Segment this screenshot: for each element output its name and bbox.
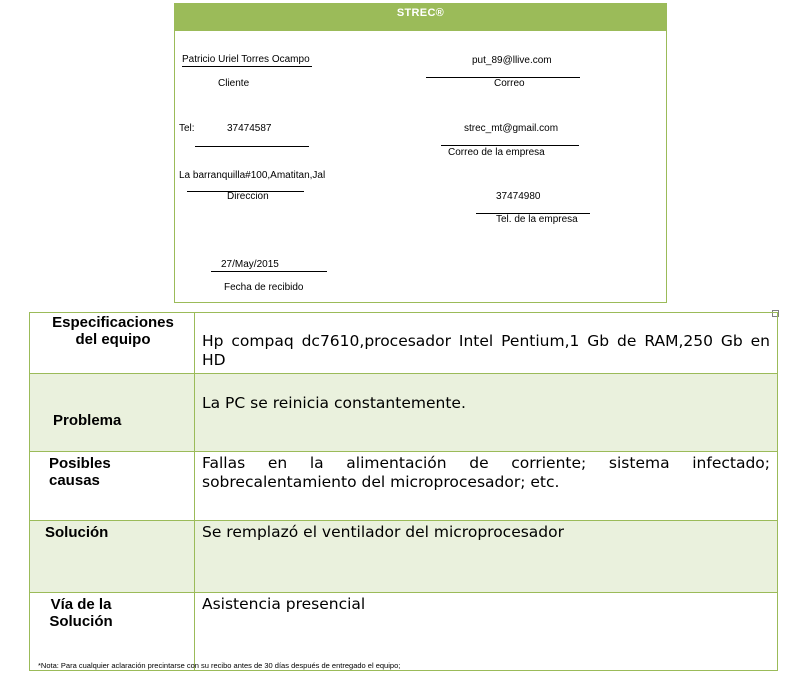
company-title: STREC® [175,4,666,31]
client-tel: 37474587 [227,123,272,134]
company-tel-label: Tel. de la empresa [496,214,578,225]
row-label-causes: Posibles causas [30,452,195,521]
email-label: Correo [494,78,525,89]
row-label-method: Vía de la Solución [30,593,195,671]
client-name: Patricio Uriel Torres Ocampo [182,54,310,65]
company-tel: 37474980 [496,191,541,202]
row-value-solution: Se remplazó el ventilador del microprocesador [195,521,778,593]
row-label-problem: Problema [30,374,195,452]
receipt-header-card [174,3,667,303]
row-value-specs: Hp compaq dc7610,procesador Intel Pentium,1 Gb de RAM,250 Gb en HD [195,313,778,374]
tel-label: Tel: [179,123,195,134]
table-row [30,593,778,671]
row-value-problem: La PC se reinicia constantemente. [195,374,778,452]
table-row [30,374,778,452]
footer-note: *Nota: Para cualquier aclaración precintarse con su recibo antes de 30 días después de entregado el equipo; [38,661,401,670]
client-email: put_89@llive.com [472,55,552,66]
client-name-line [182,66,312,67]
table-row [30,521,778,593]
row-label-specs: Especificaciones del equipo [30,313,195,374]
company-email-label: Correo de la empresa [448,147,545,158]
table-row [30,313,778,374]
row-label-solution: Solución [30,521,195,593]
date-label: Fecha de recibido [224,282,304,293]
client-tel-line [195,146,309,147]
address-label: Direccion [227,191,269,202]
client-label: Cliente [218,78,250,89]
company-email-line [441,145,579,146]
received-date: 27/May/2015 [221,259,279,270]
row-value-causes: Fallas en la alimentación de corriente; sistema infectado; sobrecalentamiento del microprocesador; etc. [195,452,778,521]
client-address: La barranquilla#100,Amatitan,Jal [179,170,326,181]
row-value-method: Asistencia presencial [195,593,778,671]
company-email: strec_mt@gmail.com [464,123,559,134]
table-row [30,452,778,521]
service-report-table [29,312,778,671]
received-date-line [211,271,327,272]
